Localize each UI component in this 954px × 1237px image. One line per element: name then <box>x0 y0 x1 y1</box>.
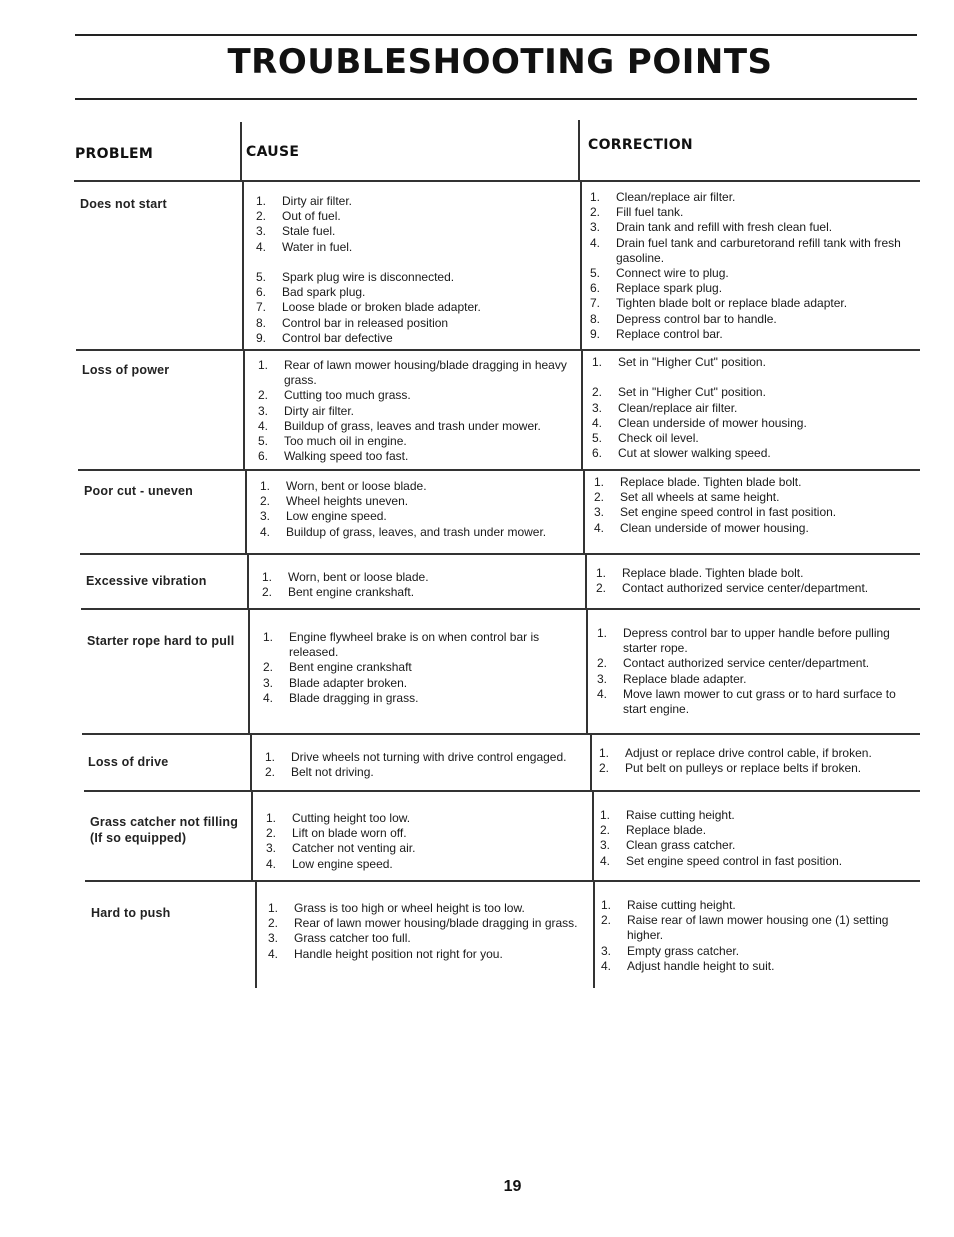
list-item <box>592 355 914 370</box>
item-number: 2. <box>590 205 601 220</box>
item-number: 8. <box>590 311 601 326</box>
item-number: 3. <box>600 838 611 853</box>
item-text: Belt not driving. <box>291 765 374 780</box>
problem-text: Loss of power <box>82 363 170 377</box>
list-item <box>256 316 574 331</box>
item-text: Clean underside of mower housing. <box>618 415 807 430</box>
item-number: 2. <box>260 494 271 509</box>
item-text: Too much oil in engine. <box>284 434 407 449</box>
item-number: 2. <box>594 490 605 505</box>
row-separator <box>85 880 920 882</box>
item-number: 1. <box>597 626 608 640</box>
item-text: Raise cutting height. <box>626 808 735 822</box>
list-item <box>590 266 912 281</box>
cause-list <box>265 750 583 780</box>
item-number: 5. <box>258 434 269 449</box>
column-divider <box>248 608 250 733</box>
problem-label <box>88 754 248 770</box>
item-text: Replace blade adapter. <box>623 671 747 686</box>
item-number: 1. <box>590 190 601 204</box>
item-text: Set all wheels at same height. <box>620 490 780 505</box>
list-item <box>600 823 922 838</box>
item-text: Handle height position not right for you. <box>294 946 503 961</box>
problem-label <box>80 196 240 212</box>
item-number: 6. <box>258 449 269 464</box>
item-number: 2. <box>600 823 611 838</box>
item-text: Wheel heights uneven. <box>286 494 409 509</box>
list-item <box>601 959 923 974</box>
correction-list <box>600 808 922 869</box>
item-text: Loose blade or broken blade adapter. <box>282 300 481 315</box>
list-item <box>258 404 576 419</box>
row-separator <box>74 180 920 182</box>
item-text: Water in fuel. <box>282 239 353 254</box>
list-item <box>266 841 584 856</box>
item-text: Replace control bar. <box>616 326 723 341</box>
item-text <box>618 370 914 385</box>
list-item <box>263 691 581 706</box>
item-number: 2. <box>596 581 607 596</box>
correction-list <box>601 898 923 974</box>
list-item <box>266 811 584 826</box>
item-number: 2. <box>258 388 269 403</box>
item-number: 3. <box>266 841 277 856</box>
item-text: Depress control bar to upper handle before pulling starter rope. <box>623 626 890 656</box>
item-text: Control bar defective <box>282 330 393 345</box>
list-item <box>263 676 581 691</box>
list-item <box>596 566 918 581</box>
problem-label <box>87 633 247 649</box>
item-text: Out of fuel. <box>282 209 341 224</box>
list-item <box>256 255 574 270</box>
item-number: 6. <box>256 285 267 300</box>
problem-label <box>90 814 250 846</box>
list-item <box>600 838 922 853</box>
problem-text: Hard to push <box>91 906 171 920</box>
item-text: Dirty air filter. <box>284 403 355 418</box>
problem-label <box>91 905 251 921</box>
item-text: Replace spark plug. <box>616 281 723 296</box>
item-text: Cut at slower walking speed. <box>618 446 771 461</box>
item-number: 3. <box>256 224 267 239</box>
list-item <box>262 570 580 585</box>
list-item <box>594 505 916 520</box>
list-item <box>256 331 574 346</box>
item-text: Clean/replace air filter. <box>618 400 738 415</box>
cause-list <box>262 570 580 600</box>
item-text: Fill fuel tank. <box>616 205 684 220</box>
item-text: Replace blade. <box>626 823 707 838</box>
list-item <box>592 401 914 416</box>
item-text: Depress control bar to handle. <box>616 311 777 326</box>
list-item <box>592 370 914 385</box>
row-separator <box>76 349 920 351</box>
item-number: 2. <box>601 913 612 928</box>
item-number: 2. <box>256 209 267 224</box>
correction-list <box>596 566 918 596</box>
item-text: Grass catcher too full. <box>294 931 411 946</box>
problem-text: Excessive vibration <box>86 574 207 588</box>
row-separator <box>80 553 920 555</box>
item-text: Engine flywheel brake is on when control bar is released. <box>289 630 540 660</box>
column-divider <box>580 180 582 349</box>
item-number: 6. <box>590 281 601 296</box>
list-item <box>266 857 584 872</box>
item-number: 3. <box>592 400 603 415</box>
item-text: Worn, bent or loose blade. <box>286 479 427 493</box>
item-number: 4. <box>268 946 279 961</box>
item-text: Lift on blade worn off. <box>292 826 407 841</box>
problem-label <box>86 573 246 589</box>
list-item <box>594 475 916 490</box>
cause-list <box>258 358 576 464</box>
item-number: 3. <box>260 509 271 524</box>
item-text: Empty grass catcher. <box>627 943 740 958</box>
problem-text: Does not start <box>80 197 167 211</box>
problem-text: Starter rope hard to pull <box>87 634 235 648</box>
item-text: Connect wire to plug. <box>616 266 729 281</box>
item-text: Replace blade. Tighten blade bolt. <box>622 566 804 580</box>
item-number: 2. <box>599 761 610 776</box>
item-number: 1. <box>266 811 277 825</box>
item-number: 4. <box>256 239 267 254</box>
item-text: Move lawn mower to cut grass or to hard surface to start engine. <box>623 686 896 717</box>
item-text: Catcher not venting air. <box>292 841 416 856</box>
header-cause: CAUSE <box>246 144 300 160</box>
list-item <box>590 236 912 266</box>
list-item <box>596 581 918 596</box>
item-text: Set engine speed control in fast position. <box>626 853 843 868</box>
list-item <box>258 419 576 434</box>
row-separator <box>82 733 920 735</box>
item-text: Buildup of grass, leaves and trash under mower. <box>284 418 541 433</box>
item-number: 4. <box>590 235 601 250</box>
cause-list <box>260 479 578 540</box>
list-item <box>597 687 919 717</box>
item-number: 3. <box>263 675 274 690</box>
list-item <box>258 434 576 449</box>
list-item <box>268 916 586 931</box>
list-item <box>260 509 578 524</box>
list-item <box>260 479 578 494</box>
list-item <box>256 209 574 224</box>
item-text: Control bar in released position <box>282 315 449 330</box>
item-text: Grass is too high or wheel height is too low. <box>294 901 525 915</box>
list-item <box>265 750 583 765</box>
item-text: Spark plug wire is disconnected. <box>282 270 455 285</box>
problem-text: (If so equipped) <box>90 831 187 845</box>
item-number: 1. <box>262 570 273 584</box>
list-item <box>590 327 912 342</box>
item-number: 1. <box>594 475 605 489</box>
list-item <box>592 385 914 400</box>
item-number: 4. <box>600 853 611 868</box>
cause-list <box>268 901 586 962</box>
item-number: 3. <box>597 671 608 686</box>
item-text: Contact authorized service center/department. <box>623 656 870 671</box>
item-number: 4. <box>597 686 608 701</box>
cause-list <box>256 194 574 346</box>
item-text: Set in "Higher Cut" position. <box>618 385 766 400</box>
list-item <box>592 416 914 431</box>
item-text: Cutting height too low. <box>292 811 411 825</box>
item-text: Blade dragging in grass. <box>289 690 419 705</box>
problem-text: Grass catcher not filling <box>90 815 239 829</box>
item-text: Drain tank and refill with fresh clean fuel. <box>616 220 833 235</box>
header-problem: PROBLEM <box>75 146 154 162</box>
item-number: 5. <box>590 266 601 281</box>
item-text: Walking speed too fast. <box>284 449 409 464</box>
column-divider <box>240 122 242 182</box>
item-number: 4. <box>592 415 603 430</box>
item-text: Clean grass catcher. <box>626 838 736 853</box>
item-number: 8. <box>256 315 267 330</box>
item-text: Low engine speed. <box>292 856 393 871</box>
item-text: Clean/replace air filter. <box>616 190 736 204</box>
list-item <box>599 761 921 776</box>
item-number: 7. <box>590 296 601 311</box>
item-text: Drive wheels not turning with drive control engaged. <box>291 750 567 764</box>
item-text: Blade adapter broken. <box>289 675 408 690</box>
correction-list <box>597 626 919 717</box>
column-divider <box>592 790 594 880</box>
item-number: 1. <box>596 566 607 580</box>
list-item <box>258 358 576 388</box>
list-item <box>597 626 919 656</box>
item-number: 1. <box>263 630 274 644</box>
item-number: 4. <box>260 524 271 539</box>
problem-text: Loss of drive <box>88 755 169 769</box>
item-text: Adjust handle height to suit. <box>627 958 775 973</box>
column-divider <box>585 553 587 608</box>
correction-list <box>599 746 921 776</box>
list-item <box>590 281 912 296</box>
column-divider <box>247 553 249 608</box>
item-text: Put belt on pulleys or replace belts if broken. <box>625 761 862 776</box>
header-correction: CORRECTION <box>588 137 693 153</box>
cause-list <box>266 811 584 872</box>
item-number: 7. <box>256 300 267 315</box>
list-item <box>590 220 912 235</box>
row-separator <box>84 790 920 792</box>
list-item <box>590 312 912 327</box>
item-text: Drain fuel tank and carburetorand refill tank with fresh gasoline. <box>616 235 901 265</box>
list-item <box>600 854 922 869</box>
item-number: 4. <box>263 690 274 705</box>
list-item <box>256 285 574 300</box>
list-item <box>594 490 916 505</box>
column-divider <box>250 733 252 790</box>
item-number: 3. <box>258 403 269 418</box>
item-text: Replace blade. Tighten blade bolt. <box>620 475 802 489</box>
list-item <box>263 630 581 660</box>
list-item <box>597 672 919 687</box>
list-item <box>592 431 914 446</box>
item-number: 1. <box>601 898 612 912</box>
item-number: 1. <box>599 746 610 760</box>
item-number: 1. <box>258 358 269 372</box>
item-number: 2. <box>262 585 273 600</box>
item-number: 6. <box>592 446 603 461</box>
item-number: 2. <box>268 916 279 931</box>
item-text: Set engine speed control in fast position. <box>620 505 837 520</box>
list-item <box>268 947 586 962</box>
item-number: 3. <box>601 943 612 958</box>
item-text: Cutting too much grass. <box>284 388 411 403</box>
list-item <box>262 585 580 600</box>
item-number: 4. <box>594 520 605 535</box>
list-item <box>601 898 923 913</box>
item-text: Raise rear of lawn mower housing one (1) setting higher. <box>627 913 889 943</box>
list-item <box>256 224 574 239</box>
correction-list <box>590 190 912 342</box>
list-item <box>268 931 586 946</box>
item-number: 4. <box>601 958 612 973</box>
correction-list <box>594 475 916 536</box>
problem-label <box>84 483 244 499</box>
column-divider <box>242 180 244 349</box>
list-item <box>592 446 914 461</box>
column-divider <box>590 733 592 790</box>
list-item <box>599 746 921 761</box>
item-number: 1. <box>592 355 603 369</box>
title-top-rule <box>75 34 917 36</box>
column-divider <box>255 880 257 988</box>
item-number: 2. <box>263 660 274 675</box>
list-item <box>597 656 919 671</box>
list-item <box>590 190 912 205</box>
item-number: 2. <box>266 826 277 841</box>
title-bottom-rule <box>75 98 917 100</box>
list-item <box>260 525 578 540</box>
list-item <box>601 944 923 959</box>
column-divider <box>251 790 253 880</box>
problem-text: Poor cut - uneven <box>84 484 193 498</box>
column-divider <box>581 349 583 469</box>
item-number: 1. <box>265 750 276 764</box>
item-text: Clean underside of mower housing. <box>620 520 809 535</box>
item-text: Dirty air filter. <box>282 194 353 208</box>
item-text: Check oil level. <box>618 431 699 446</box>
list-item <box>594 521 916 536</box>
list-item <box>266 826 584 841</box>
list-item <box>263 660 581 675</box>
item-number: 5. <box>592 431 603 446</box>
column-divider <box>245 469 247 553</box>
list-item <box>590 205 912 220</box>
column-divider <box>586 608 588 733</box>
row-separator <box>78 469 920 471</box>
item-text: Bent engine crankshaft <box>289 660 412 675</box>
item-text: Adjust or replace drive control cable, if broken. <box>625 746 872 760</box>
item-text: Bent engine crankshaft. <box>288 585 415 600</box>
item-text <box>282 255 574 270</box>
list-item <box>590 296 912 311</box>
list-item <box>256 194 574 209</box>
item-number: 3. <box>590 220 601 235</box>
item-text: Low engine speed. <box>286 509 387 524</box>
item-text: Bad spark plug. <box>282 285 366 300</box>
item-number: 9. <box>256 330 267 345</box>
item-number: 3. <box>594 505 605 520</box>
item-number: 4. <box>266 856 277 871</box>
problem-label <box>82 362 242 378</box>
item-number: 1. <box>600 808 611 822</box>
list-item <box>256 240 574 255</box>
item-text: Worn, bent or loose blade. <box>288 570 429 584</box>
column-divider <box>593 880 595 988</box>
list-item <box>256 300 574 315</box>
item-number: 1. <box>256 194 267 208</box>
item-text: Rear of lawn mower housing/blade dragging in grass. <box>294 916 578 931</box>
item-number: 2. <box>597 656 608 671</box>
item-text: Raise cutting height. <box>627 898 736 912</box>
list-item <box>601 913 923 943</box>
list-item <box>600 808 922 823</box>
item-text: Stale fuel. <box>282 224 336 239</box>
item-text: Rear of lawn mower housing/blade dragging in heavy grass. <box>284 358 567 388</box>
item-text: Contact authorized service center/department. <box>622 581 869 596</box>
item-text: Set in "Higher Cut" position. <box>618 355 766 369</box>
list-item <box>260 494 578 509</box>
row-separator <box>81 608 920 610</box>
column-divider <box>578 120 580 180</box>
item-number: 1. <box>268 901 279 915</box>
item-number: 2. <box>265 765 276 780</box>
list-item <box>265 765 583 780</box>
item-number: 9. <box>590 326 601 341</box>
list-item <box>268 901 586 916</box>
correction-list <box>592 355 914 461</box>
item-number <box>256 255 282 270</box>
item-number <box>592 370 618 385</box>
list-item <box>256 270 574 285</box>
list-item <box>258 449 576 464</box>
list-item <box>258 388 576 403</box>
item-number: 2. <box>592 385 603 400</box>
item-number: 5. <box>256 270 267 285</box>
item-text: Buildup of grass, leaves, and trash under mower. <box>286 524 547 539</box>
item-number: 1. <box>260 479 271 493</box>
item-text: Tighten blade bolt or replace blade adapter. <box>616 296 848 311</box>
page-number: 19 <box>503 1178 522 1195</box>
item-number: 4. <box>258 418 269 433</box>
column-divider <box>243 349 245 469</box>
item-number: 3. <box>268 931 279 946</box>
cause-list <box>263 630 581 706</box>
page-title: TROUBLESHOOTING POINTS <box>227 42 773 82</box>
column-divider <box>583 469 585 553</box>
